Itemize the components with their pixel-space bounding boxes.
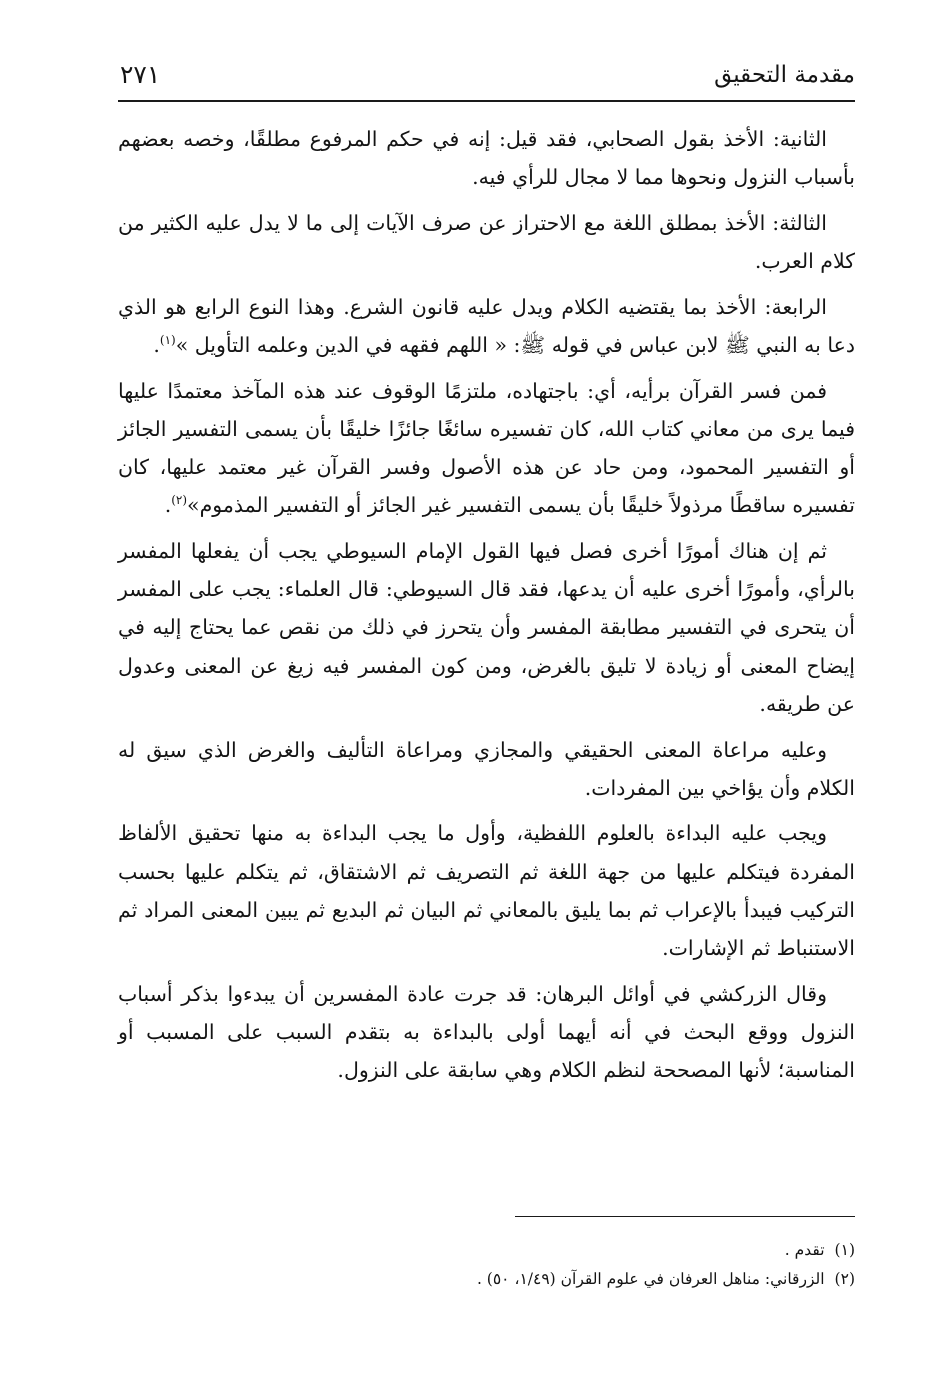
paragraph — [118, 372, 855, 525]
paragraph-text: وعليه مراعاة المعنى الحقيقي والمجازي ومراعاة التأليف والغرض الذي سيق له الكلام وأن يؤاخي بين المفردات. — [118, 737, 855, 800]
footnotes — [118, 1236, 855, 1294]
running-header — [118, 56, 855, 102]
paragraph — [118, 120, 855, 196]
page-number: ٢٧١ — [120, 60, 161, 89]
main-text — [118, 120, 855, 1097]
footnote-text: الزرقاني: مناهل العرفان في علوم القرآن (١/٤٩، ٥٠) . — [476, 1270, 825, 1288]
paragraph — [118, 288, 855, 364]
paragraph — [118, 731, 855, 807]
paragraph-text: الثانية: الأخذ بقول الصحابي، فقد قيل: إنه في حكم المرفوع مطلقًا، وخصه بعضهم بأسباب النزول ونحوها مما لا مجال للرأي فيه. — [118, 127, 855, 190]
footnote-reference: (١) — [159, 333, 176, 348]
paragraph — [118, 204, 855, 280]
paragraph-text: وقال الزركشي في أوائل البرهان: قد جرت عادة المفسرين أن يبدءوا بذكر أسباب النزول ووقع البحث في أنه أيهما أولى بالبداءة به بتقدم السبب على المسبب أو المناسبة؛ لأنها المصححة لنظم الكلام وهي سابقة على النزول. — [118, 981, 855, 1083]
footnote-separator — [515, 1216, 855, 1217]
paragraph-text: فمن فسر القرآن برأيه، أي: باجتهاده، ملتزمًا الوقوف عند هذه المآخذ معتمدًا عليها فيما يرى من معاني كتاب الله، كان تفسيره سائغًا جائزًا خليقًا بأن يسمى التفسير الجائز أو التفسير المحمود، ومن حاد عن هذه الأصول وفسر القرآن غير معتمد عليها، كان تفسيره ساقطًا مرذولاً خليقًا بأن يسمى التفسير غير الجائز أو التفسير المذموم» — [118, 378, 855, 518]
paragraph-text: الثالثة: الأخذ بمطلق اللغة مع الاحتراز عن صرف الآيات إلى ما لا يدل عليه الكثير من كلام العرب. — [118, 210, 855, 274]
paragraph-text: ويجب عليه البداءة بالعلوم اللفظية، وأول ما يجب البداءة به منها تحقيق الألفاظ المفردة فيتكلم عليها من جهة اللغة ثم التصريف ثم الاشتقاق، ثم يتكلم عليها بحسب التركيب فيبدأ بالإعراب ثم بما يليق بالمعاني ثم البيان ثم البديع ثم يبين المعنى المراد ثم الاستنباط ثم الإشارات. — [118, 821, 855, 961]
paragraph — [118, 814, 855, 967]
footnote-text: تقدم . — [784, 1241, 825, 1259]
paragraph — [118, 975, 855, 1090]
running-title: مقدمة التحقيق — [714, 62, 855, 88]
paragraph — [118, 532, 855, 723]
footnote-number: (١) — [834, 1241, 855, 1259]
paragraph-text: الرابعة: الأخذ بما يقتضيه الكلام ويدل عليه قانون الشرع. وهذا النوع الرابع هو الذي دعا به النبي ﷺ لابن عباس في قوله ﷺ: « اللهم فقهه في الدين وعلمه التأويل » — [118, 294, 855, 358]
footnote — [118, 1236, 855, 1265]
footnote-number: (٢) — [834, 1270, 855, 1288]
footnote — [118, 1265, 855, 1294]
paragraph-end: . — [153, 333, 160, 358]
paragraph-end: . — [164, 493, 172, 518]
paragraph-text: ثم إن هناك أمورًا أخرى فصل فيها القول الإمام السيوطي يجب أن يفعلها المفسر بالرأي، وأمورًا أخرى عليه أن يدعها، فقد قال السيوطي: قال العلماء: يجب على المفسر أن يتحرى في التفسير مطابقة المفسر وأن يتحرز في ذلك من نقص عما يحتاج إليه في إيضاح المعنى أو زيادة لا تليق بالغرض، ومن كون المفسر فيه زيغ عن المعنى وعدول عن طريقه. — [118, 539, 855, 716]
footnote-reference: (٢) — [171, 493, 188, 508]
